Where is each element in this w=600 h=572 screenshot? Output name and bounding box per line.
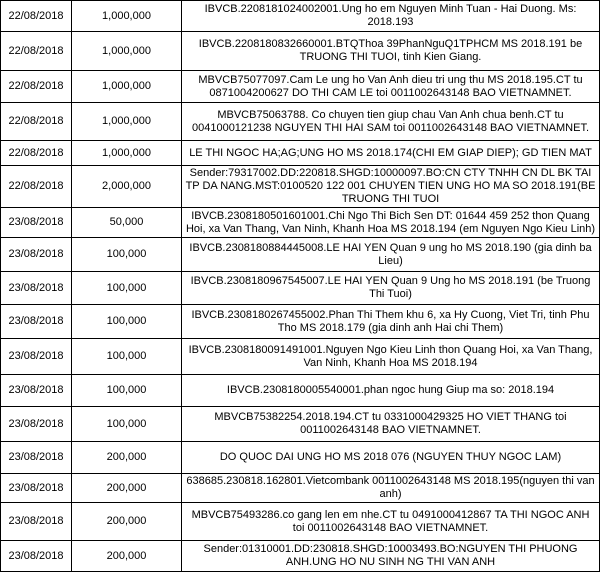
amount-cell: 100,000	[72, 272, 182, 305]
description-cell: IBVCB.2308180091491001.Nguyen Ngo Kieu Linh thon Quang Hoi, xa Van Thang, Van Ninh, Khanh Hoa MS 2018.194	[182, 339, 600, 375]
date-cell: 23/08/2018	[1, 339, 72, 375]
amount-cell: 100,000	[72, 305, 182, 339]
date-cell: 23/08/2018	[1, 474, 72, 503]
description-cell: LE THI NGOC HA;AG;UNG HO MS 2018.174(CHI EM GIAP DIEP); GD TIEN MAT	[182, 141, 600, 166]
date-cell: 22/08/2018	[1, 32, 72, 71]
date-cell: 23/08/2018	[1, 503, 72, 541]
table-row	[1, 238, 600, 272]
description-cell: IBVCB.2208180832660001.BTQThoa 39PhanNguQ1TPHCM MS 2018.191 be TRUONG THI TUOI, tinh Kien Giang.	[182, 32, 600, 71]
description-cell: IBVCB.2308180501601001.Chi Ngo Thi Bich Sen DT: 01644 459 252 thon Quang Hoi, xa Van Thang, Van Ninh, Khanh Hoa MS 2018.194 (em Nguyen Ngo Kieu Linh)	[182, 208, 600, 238]
amount-cell: 1,000,000	[72, 32, 182, 71]
description-cell: Sender:01310001.DD:230818.SHGD:10003493.BO:NGUYEN THI PHUONG ANH.UNG HO NU SINH NG THI VAN ANH	[182, 541, 600, 572]
date-cell: 23/08/2018	[1, 375, 72, 407]
amount-cell: 200,000	[72, 442, 182, 474]
description-cell: 638685.230818.162801.Vietcombank 0011002643148 MS 2018.195(nguyen thi van anh)	[182, 474, 600, 503]
amount-cell: 200,000	[72, 503, 182, 541]
date-cell: 22/08/2018	[1, 71, 72, 103]
description-cell: IBVCB.2308180267455002.Phan Thi Them khu 6, xa Hy Cuong, Viet Tri, tinh Phu Tho MS 2018.179 (gia dinh anh Hai chi Them)	[182, 305, 600, 339]
amount-cell: 200,000	[72, 541, 182, 572]
date-cell: 23/08/2018	[1, 238, 72, 272]
description-cell: IBVCB.2308180005540001.phan ngoc hung Giup ma so: 2018.194	[182, 375, 600, 407]
description-cell: IBVCB.2208181024002001.Ung ho em Nguyen Minh Tuan - Hai Duong. Ms: 2018.193	[182, 1, 600, 32]
table-row	[1, 32, 600, 71]
table-row	[1, 1, 600, 32]
date-cell: 23/08/2018	[1, 541, 72, 572]
description-cell: MBVCB75063788. Co chuyen tien giup chau Van Anh chua benh.CT tu 0041000121238 NGUYEN THI HAI SAM toi 0011002643148 BAO VIETNAMNET.	[182, 103, 600, 141]
amount-cell: 1,000,000	[72, 141, 182, 166]
description-cell: IBVCB.2308180967545007.LE HAI YEN Quan 9 Ung ho MS 2018.191 (be Truong Thi Tuoi)	[182, 272, 600, 305]
table-row	[1, 141, 600, 166]
description-cell: IBVCB.2308180884445008.LE HAI YEN Quan 9 ung ho MS 2018.190 (gia dinh ba Lieu)	[182, 238, 600, 272]
description-cell: MBVCB75077097.Cam Le ung ho Van Anh dieu tri ung thu MS 2018.195.CT tu 0871004200627 DO THI CAM LE toi 0011002643148 BAO VIETNAMNET.	[182, 71, 600, 103]
table-row	[1, 375, 600, 407]
description-cell: MBVCB75382254.2018.194.CT tu 0331000429325 HO VIET THANG toi 0011002643148 BAO VIETNAMNET.	[182, 407, 600, 442]
date-cell: 22/08/2018	[1, 166, 72, 208]
amount-cell: 100,000	[72, 375, 182, 407]
table-row	[1, 474, 600, 503]
amount-cell: 1,000,000	[72, 103, 182, 141]
date-cell: 23/08/2018	[1, 272, 72, 305]
date-cell: 23/08/2018	[1, 442, 72, 474]
date-cell: 23/08/2018	[1, 407, 72, 442]
table-row	[1, 272, 600, 305]
table-row	[1, 541, 600, 572]
description-cell: DO QUOC DAI UNG HO MS 2018 076 (NGUYEN THUY NGOC LAM)	[182, 442, 600, 474]
amount-cell: 2,000,000	[72, 166, 182, 208]
amount-cell: 100,000	[72, 339, 182, 375]
table-row	[1, 208, 600, 238]
date-cell: 22/08/2018	[1, 141, 72, 166]
amount-cell: 1,000,000	[72, 1, 182, 32]
amount-cell: 50,000	[72, 208, 182, 238]
table-row	[1, 442, 600, 474]
table-row	[1, 407, 600, 442]
table-row	[1, 103, 600, 141]
description-cell: MBVCB75493286.co gang len em nhe.CT tu 0491000412867 TA THI NGOC ANH toi 0011002643148 BAO VIETNAMNET.	[182, 503, 600, 541]
date-cell: 23/08/2018	[1, 305, 72, 339]
amount-cell: 100,000	[72, 407, 182, 442]
amount-cell: 100,000	[72, 238, 182, 272]
table-row	[1, 503, 600, 541]
date-cell: 22/08/2018	[1, 103, 72, 141]
table-row	[1, 305, 600, 339]
date-cell: 22/08/2018	[1, 1, 72, 32]
amount-cell: 200,000	[72, 474, 182, 503]
table-row	[1, 166, 600, 208]
table-row	[1, 71, 600, 103]
amount-cell: 1,000,000	[72, 71, 182, 103]
date-cell: 23/08/2018	[1, 208, 72, 238]
description-cell: Sender:79317002.DD:220818.SHGD:10000097.BO:CN CTY TNHH CN DL BK TAI TP DA NANG.MST:0100520 122 001 CHUYEN TIEN UNG HO MA SO 2018.191(BE TRUONG THI TUOI	[182, 166, 600, 208]
table-row	[1, 339, 600, 375]
